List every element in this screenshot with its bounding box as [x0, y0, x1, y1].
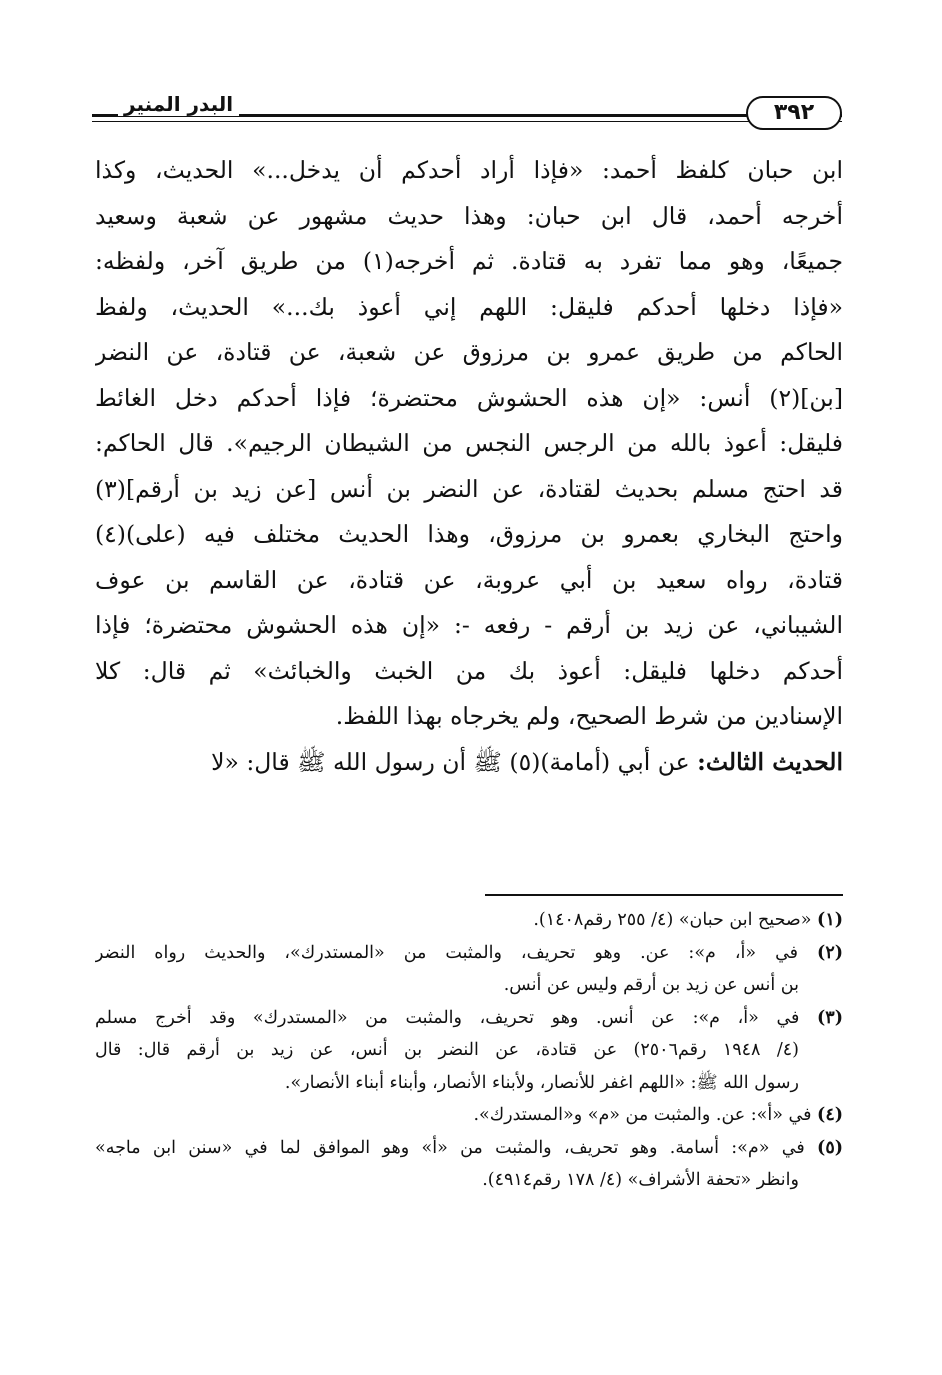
footnote-number: (٢): [817, 942, 843, 963]
main-text: [95, 148, 843, 785]
text-line: واحتج البخاري بعمرو بن مرزوق، وهذا الحديث مختلف فيه (على)(٤): [95, 520, 843, 548]
footnote-3: [95, 1002, 843, 1100]
footnote-text: في «أ»: عن. والمثبت من «م» و«المستدرك».: [473, 1105, 812, 1125]
text-line: أحدكم دخلها فليقل: أعوذ بك من الخبث والخبائث» ثم قال: كلا: [95, 656, 843, 685]
footnote-text: بن أنس عن زيد بن أرقم وليس عن أنس.: [503, 975, 799, 995]
text-line: قد احتج مسلم بحديث لقتادة، عن النضر بن أنس [عن زيد بن أرقم](٣): [95, 474, 843, 503]
hadith-heading-line: [95, 740, 843, 786]
text-line: جميعًا، وهو مما تفرد به قتادة. ثم أخرجه(١) من طريق آخر، ولفظه:: [95, 247, 843, 275]
text-line: الإسنادين من شرط الصحيح، ولم يخرجاه بهذا اللفظ.: [335, 702, 843, 730]
footnote-text: «صحيح ابن حبان» (٤/ ٢٥٥ رقم١٤٠٨).: [533, 910, 812, 930]
hadith-heading: الحديث الثالث:: [697, 747, 843, 776]
running-title: البدر المنير: [118, 92, 239, 116]
footnote-text: وانظر «تحفة الأشراف» (٤/ ١٧٨ رقم٤٩١٤).: [482, 1170, 799, 1190]
text-line: أخرجه أحمد، قال ابن حبان: وهذا حديث مشهور عن شعبة وسعيد: [95, 201, 843, 230]
text-line: قتادة، رواه سعيد بن أبي عروبة، عن قتادة، عن القاسم بن عوف: [95, 565, 843, 594]
footnote-4: [95, 1099, 843, 1132]
footnotes: [95, 904, 843, 1197]
text-line: الشيباني، عن زيد بن أرقم - رفعه -: «إن هذه الحشوش محتضرة؛ فإذا: [95, 611, 843, 639]
page-number: ٣٩٢: [746, 96, 842, 130]
footnote-5: [95, 1132, 843, 1197]
footnote-2: [95, 937, 843, 1002]
footnote-text: في «م»: أسامة. وهو تحريف، والمثبت من «أ» وهو الموافق لما في «سنن ابن ماجه»: [95, 1137, 805, 1158]
text-line: «فإذا دخلها أحدكم فليقل: اللهم إني أعوذ بك...» الحديث، ولفظ: [95, 292, 843, 321]
text-line: ابن حبان كلفظ أحمد: «فإذا أراد أحدكم أن يدخل...» الحديث، وكذا: [95, 156, 843, 184]
text-line: [بن](٢) أنس: «إن هذه الحشوش محتضرة؛ فإذا أحدكم دخل الغائط: [95, 383, 843, 412]
footnote-number: (١): [817, 910, 843, 930]
footnote-text: في «أ، م»: عن أنس. وهو تحريف، والمثبت من «المستدرك» وقد أخرج مسلم: [95, 1007, 800, 1028]
footnote-1: [95, 904, 843, 937]
footnote-text: في «أ، م»: عن. وهو تحريف، والمثبت من «المستدرك»، والحديث رواه النضر: [95, 942, 799, 963]
footnote-number: (٤): [817, 1105, 843, 1125]
footnote-text: (٤/ ١٩٤٨ رقم٢٥٠٦) عن قتادة، عن النضر بن أنس، عن زيد بن أرقم قال: قال: [95, 1040, 799, 1060]
footnote-number: (٣): [817, 1007, 843, 1028]
header-rule-thin: [92, 121, 842, 122]
page-header: [92, 92, 842, 140]
footnote-text: رسول الله ﷺ: «اللهم اغفر للأنصار، ولأبناء الأنصار، وأبناء أبناء الأنصار».: [284, 1072, 799, 1093]
footnote-number: (٥): [817, 1137, 843, 1158]
footnote-separator: [485, 894, 843, 896]
text-line: الحاكم من طريق عمرو بن مرزوق عن شعبة، عن قتادة، عن النضر: [95, 338, 843, 366]
hadith-text: عن أبي (أمامة)(٥) ﷺ أن رسول الله ﷺ قال: «لا: [211, 747, 698, 776]
text-line: فليقل: أعوذ بالله من الرجس النجس من الشيطان الرجيم». قال الحاكم:: [95, 429, 843, 457]
